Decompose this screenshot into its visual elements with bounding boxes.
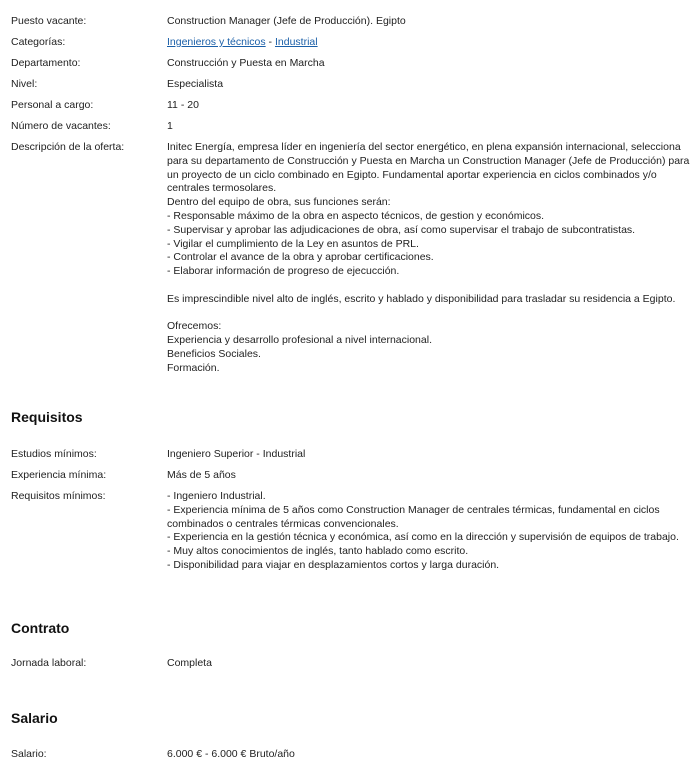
funcion-item: - Supervisar y aprobar las adjudicaciones de obra, así como supervisar el trabajo de subcontratistas. <box>167 223 636 236</box>
row-nivel <box>0 78 700 92</box>
descripcion-value <box>167 141 692 376</box>
contrato-heading: Contrato <box>11 620 70 636</box>
row-requisitos-minimos <box>0 490 700 573</box>
vacantes-label: Número de vacantes: <box>11 120 111 132</box>
categoria-separator: - <box>265 36 275 48</box>
row-jornada <box>0 657 700 671</box>
funcion-item: - Responsable máximo de la obra en aspecto técnicos, de gestion y económicos. <box>167 209 545 222</box>
estudios-value: Ingeniero Superior - Industrial <box>167 448 306 460</box>
row-experiencia <box>0 469 700 483</box>
requisito-item: - Disponibilidad para viajar en desplazamientos cortos y larga duración. <box>167 558 500 571</box>
requisito-item: - Experiencia en la gestión técnica y económica, así como en la dirección y supervisión de equipos de trabajo. <box>167 531 679 544</box>
ofrecemos-item: Formación. <box>167 361 220 374</box>
categorias-label: Categorías: <box>11 36 66 48</box>
idioma-requirement: Es imprescindible nivel alto de inglés, escrito y hablado y disponibilidad para trasladar su residencia a Egipto. <box>167 292 676 305</box>
row-puesto <box>0 15 700 29</box>
departamento-value: Construcción y Puesta en Marcha <box>167 57 325 69</box>
requisito-item: - Experiencia mínima de 5 años como Construction Manager de centrales térmicas, fundamental en ciclos combinados o centrales térmicas convencionales. <box>167 503 660 530</box>
row-personal <box>0 99 700 113</box>
ofrecemos-item: Beneficios Sociales. <box>167 347 261 360</box>
salario-value: 6.000 € - 6.000 € Bruto/año <box>167 748 295 760</box>
requisitos-minimos-label: Requisitos mínimos: <box>11 490 106 502</box>
funcion-item: - Controlar el avance de la obra y aprobar certificaciones. <box>167 251 434 264</box>
descripcion-paragraph: Initec Energía, empresa líder en ingeniería del sector energético, en plena expansión internacional, selecciona para su departamento de Construcción y Puesta en Marcha un Construction Manager (Jefe de Producción) para un proyecto de un ciclo combinado en Egipto. Fundamental aportar experiencia en ciclos combinados y/o centrales termosolares. <box>167 141 690 195</box>
puesto-label: Puesto vacante: <box>11 15 87 27</box>
ofrecemos-item: Experiencia y desarrollo profesional a nivel internacional. <box>167 334 432 347</box>
ofrecemos-title: Ofrecemos: <box>167 320 222 333</box>
descripcion-label: Descripción de la oferta: <box>11 141 125 153</box>
row-departamento <box>0 57 700 71</box>
requisito-item: - Ingeniero Industrial. <box>167 490 266 502</box>
salario-label: Salario: <box>11 748 47 760</box>
requisitos-minimos-value <box>167 490 692 573</box>
row-estudios <box>0 448 700 462</box>
experiencia-label: Experiencia mínima: <box>11 469 107 481</box>
vacantes-value: 1 <box>167 120 173 132</box>
categoria-link-ingenieros[interactable]: Ingenieros y técnicos <box>167 36 266 48</box>
requisitos-heading: Requisitos <box>11 409 83 425</box>
salario-heading: Salario <box>11 710 58 726</box>
row-categorias <box>0 36 700 50</box>
estudios-label: Estudios mínimos: <box>11 448 97 460</box>
puesto-value: Construction Manager (Jefe de Producción). Egipto <box>167 15 406 27</box>
departamento-label: Departamento: <box>11 57 81 69</box>
spacer <box>167 279 692 293</box>
categoria-link-industrial[interactable]: Industrial <box>274 36 318 48</box>
requisito-item: - Muy altos conocimientos de inglés, tanto hablado como escrito. <box>167 545 469 558</box>
spacer <box>167 307 692 321</box>
personal-label: Personal a cargo: <box>11 99 94 111</box>
funciones-intro: Dentro del equipo de obra, sus funciones serán: <box>167 196 391 209</box>
row-descripcion <box>0 141 700 376</box>
personal-value: 11 - 20 <box>167 99 199 111</box>
nivel-label: Nivel: <box>11 78 38 90</box>
jornada-value: Completa <box>167 657 212 669</box>
nivel-value: Especialista <box>167 78 224 90</box>
funcion-item: - Vigilar el cumplimiento de la Ley en asuntos de PRL. <box>167 237 419 250</box>
categorias-value <box>167 36 692 50</box>
row-vacantes <box>0 120 700 134</box>
experiencia-value: Más de 5 años <box>167 469 236 481</box>
jornada-label: Jornada laboral: <box>11 657 87 669</box>
row-salario <box>0 748 700 762</box>
funcion-item: - Elaborar información de progreso de ejecucción. <box>167 265 400 278</box>
